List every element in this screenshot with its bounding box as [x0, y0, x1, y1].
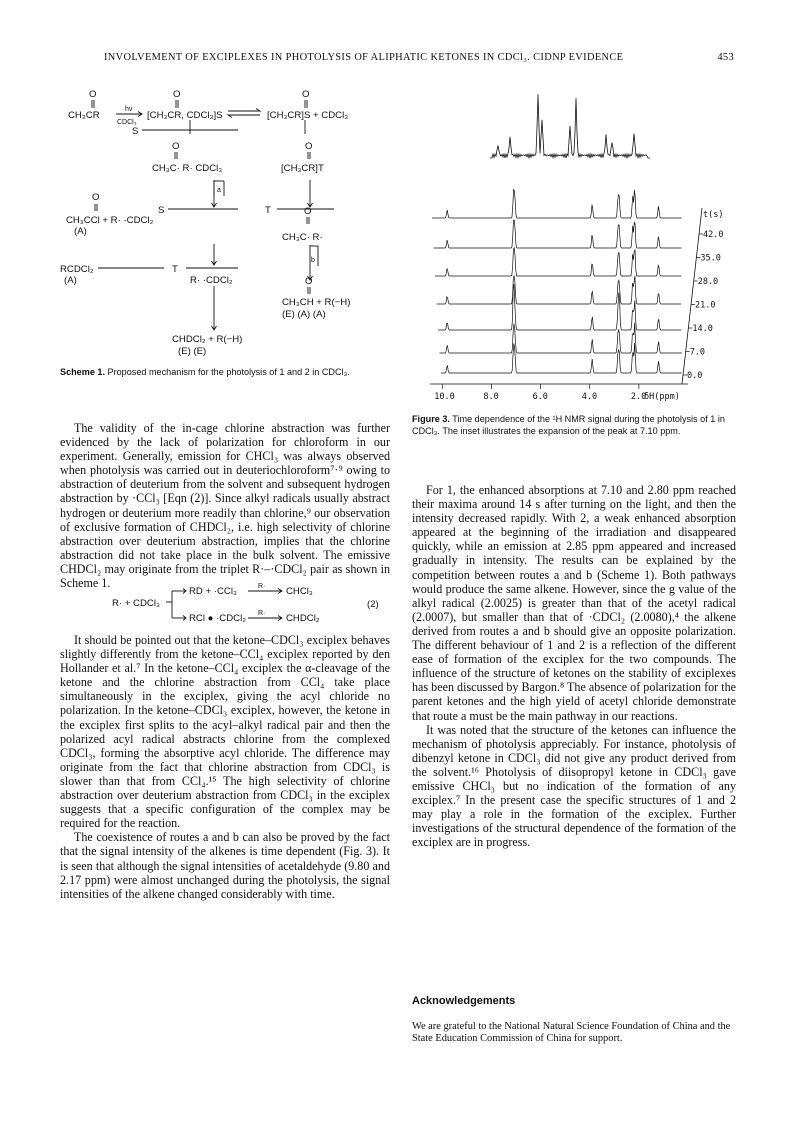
- right-column: [412, 483, 736, 849]
- figure-caption-text: Time dependence of the ¹H NMR signal during the photolysis of 1 in CDCl₃. The inset illustrates the expansion of the peak at 7.10 ppm.: [412, 414, 725, 436]
- figure-3: [420, 86, 740, 406]
- radical-pair-label: R· ·CDCl₂: [190, 275, 233, 286]
- oxygen-label: O: [302, 89, 310, 100]
- page-number: 453: [717, 52, 734, 63]
- equation-bottom-final: CHDCl₂: [286, 613, 320, 624]
- ppm-tick-label: 10.0: [434, 392, 455, 402]
- equation-bottom-products: RCl ● ·CDCl₂: [189, 613, 246, 624]
- time-axis-label: t(s): [703, 210, 724, 220]
- time-tick-label: 0.0: [687, 371, 703, 381]
- equation-top-products: RD + ·CCl₃: [189, 586, 237, 597]
- triplet-tag: T: [265, 205, 271, 216]
- scheme-caption-text: Proposed mechanism for the photolysis of 1 and 2 in CDCl₃.: [107, 367, 350, 377]
- singlet-ketone-label: [CH₃CR]S + CDCl₃: [267, 110, 349, 121]
- absorption-tag: (A): [74, 226, 87, 237]
- rcdcl2-label: RCDCl₂: [60, 264, 94, 275]
- left-column-part2: [60, 633, 390, 901]
- left-column-part1: [60, 421, 390, 590]
- ppm-tick-label: 2.0: [630, 392, 647, 402]
- time-tick-label: 21.0: [695, 300, 716, 311]
- singlet-tag: S: [158, 205, 165, 216]
- equation-diagram: [112, 578, 392, 626]
- oxygen-label: O: [304, 206, 312, 217]
- chdcl2-tags: (E) (E): [178, 346, 207, 357]
- inset-trace: [490, 94, 650, 158]
- oxygen-label: O: [172, 141, 180, 152]
- running-header: [104, 52, 734, 63]
- hv-label: hν: [125, 106, 133, 113]
- equation-top-final: CHCl₃: [286, 586, 313, 597]
- condition-label: CDCl₃: [117, 119, 137, 126]
- oxygen-label: O: [305, 276, 313, 287]
- paragraph: For 1, the enhanced absorptions at 7.10 and 2.80 ppm reached their maxima around 14 s after turning on the light, and then the intensity decreased rapidly. With 2, a weak enhanced absorption appeared at the beginning of the irradiation and disappeared quickly, while an emission at 2.85 ppm appeared and increased gradually in intensity. The results can be explained by the competition between routes a and b (Scheme 1). Both pathways would produce the same alkene. However, since the g value of the alkyl radical (2.0025) is greater than that of the acetyl radical (2.0007), but smaller than that of ·CDCl₂ (2.0080),⁴ the alkene derived from routes a and b should give an opposite polarization. The different behaviour of 1 and 2 is a reflection of the different ease of formation of the exciplex for the two compounds. The influence of the structure of ketones on the stability of exciplexes has been discussed by Bargon.⁸ The absence of polarization for the parent ketones and the high yield of acetyl chloride demonstrate that route a must be the main pathway in our reactions.: [412, 483, 736, 723]
- ppm-tick-label: 4.0: [581, 392, 598, 402]
- spectrum-trace: [434, 220, 682, 248]
- scheme-1: [60, 80, 400, 370]
- aldehyde-label: CH₃CH + R(−H): [282, 297, 351, 308]
- time-tick-label: 42.0: [703, 230, 724, 240]
- route-a-tag: a: [217, 187, 221, 194]
- spectrum-trace: [438, 284, 681, 330]
- acyl-pair-label: CH₃C· R· CDCl₃: [152, 163, 223, 174]
- route-b-tag: b: [311, 257, 315, 264]
- ppm-axis-label: δH(ppm): [644, 392, 680, 402]
- spectrum-trace: [432, 189, 682, 218]
- acknowledgements-text: We are grateful to the National Natural Science Foundation of China and the State Education Commission of China for support.: [412, 1021, 731, 1045]
- equation-2: [112, 578, 392, 626]
- time-axis-line: [682, 208, 702, 384]
- acknowledgements-title: Acknowledgements: [412, 995, 516, 1007]
- paragraph: The coexistence of routes a and b can also be proved by the fact that the signal intensity of the alkenes is time dependent (Fig. 3). It is seen that although the signal intensities of acetaldehyde (9.80 and 2.17 ppm) were almost unchanged during the photolysis, the signal intensities of the alkene changed considerably with time.: [60, 830, 390, 901]
- acyl-alkyl-label: CH₃C· R·: [282, 232, 323, 243]
- paragraph: It should be pointed out that the ketone–CDCl₃ exciplex behaves slightly differently from the ketone–CCl₄ exciplex reported by den Hollander et al.⁷ In the ketone–CCl₄ exciplex the α-cleavage of the ketone and the chlorine abstraction from CCl₄ take place simultaneously in the exciplex, giving the acyl chloride no polarization. In the ketone–CDCl₃ exciplex, however, the ketone in the exciplex first splits to the acyl–alkyl radical pair and then the polarized acyl radical abstracts chlorine from the complexed CDCl₃, forming the absorptive acyl chloride. The difference may originate from the fact that chlorine abstraction from CDCl₃ is slower than that from CCl₄.¹⁵ The high selectivity of chlorine abstraction over deuterium abstraction from CDCl₃ in the exciplex suggests that a specific configuration of the complex may be required for the reaction.: [60, 633, 390, 831]
- scheme-caption-label: Scheme 1.: [60, 367, 105, 377]
- figure-caption: [412, 413, 736, 437]
- spectrum-trace: [437, 275, 682, 304]
- time-tick-label: 7.0: [689, 347, 706, 358]
- oxygen-label: O: [92, 192, 100, 203]
- spectrum-trace: [440, 323, 682, 353]
- paragraph: It was noted that the structure of the ketones can influence the mechanism of photolysis appreciably. For instance, photolysis of dibenzyl ketone in CDCl₃ did not give any product derived from the solvent.¹⁶ Photolysis of diisopropyl ketone in CDCl₃ gave emissive CHCl₃ but no indication of the formation of any exciplex.⁷ In the present case the specific structures of 1 and 2 may play a role in the formation of the exciplex. Further investigations of the structural dependence of the formation of the exciplex are in progress.: [412, 722, 736, 850]
- scheme-diagram: [60, 80, 400, 370]
- ketone-label: CH₃CR: [68, 110, 100, 121]
- triplet-tag: T: [172, 264, 178, 275]
- time-tick-label: 35.0: [700, 253, 721, 264]
- equation-number: (2): [367, 599, 379, 610]
- absorption-tag: (A): [64, 275, 77, 286]
- oxygen-label: O: [89, 89, 97, 100]
- time-tick-label: 28.0: [697, 277, 719, 287]
- spectrum-trace: [435, 248, 681, 276]
- exciplex-label: [CH₃CR, CDCl₃]S: [147, 110, 223, 121]
- figure-caption-label: Figure 3.: [412, 414, 450, 424]
- scheme-caption: [60, 366, 390, 378]
- chdcl2-label: CHDCl₂ + R(−H): [172, 334, 243, 345]
- paragraph: The validity of the in-cage chlorine abstraction was further evidenced by the lack of polarization for chloroform in our experiment. Generally, emission for CHCl₃ was always observed when photolysis was carried out in deuteriochloroform⁷·⁹ owing to abstraction of deuterium from the solvent and subsequent hydrogen abstraction by ·CCl₃ [Eqn (2)]. Since alkyl radicals usually abstract hydrogen or deuterium more readily than chlorine,⁹ our observation of exclusive formation of CHDCl₂, i.e. high selectivity of chlorine abstraction over deuterium abstraction, implies that the chlorine abstraction did not take place in the bulk solvent. The emissive CHDCl₂ may originate from the triplet R·–·CDCl₂ pair as shown in Scheme 1.: [60, 421, 390, 591]
- equation-bottom-reagent: R·: [258, 610, 266, 617]
- nmr-spectra-plot: [420, 86, 740, 406]
- aldehyde-tags: (E) (A) (A): [282, 309, 326, 320]
- spectrum-trace: [441, 343, 682, 373]
- oxygen-label: O: [305, 141, 313, 152]
- header-title: INVOLVEMENT OF EXCIPLEXES IN PHOTOLYSIS OF ALIPHATIC KETONES IN CDCl₃. CIDNP EVIDENCE: [104, 52, 624, 63]
- equation-reactants: R· + CDCl₃: [112, 598, 160, 609]
- oxygen-label: O: [173, 89, 181, 100]
- equation-top-reagent: R·: [258, 583, 266, 590]
- singlet-tag: S: [132, 126, 139, 137]
- ppm-tick-label: 8.0: [483, 392, 499, 402]
- time-tick-label: 14.0: [692, 324, 713, 334]
- triplet-ketone-label: [CH₃CR]T: [281, 163, 324, 174]
- acetyl-chloride-label: CH₃CCl + R· ·CDCl₂: [66, 215, 154, 226]
- ppm-tick-label: 6.0: [532, 392, 548, 402]
